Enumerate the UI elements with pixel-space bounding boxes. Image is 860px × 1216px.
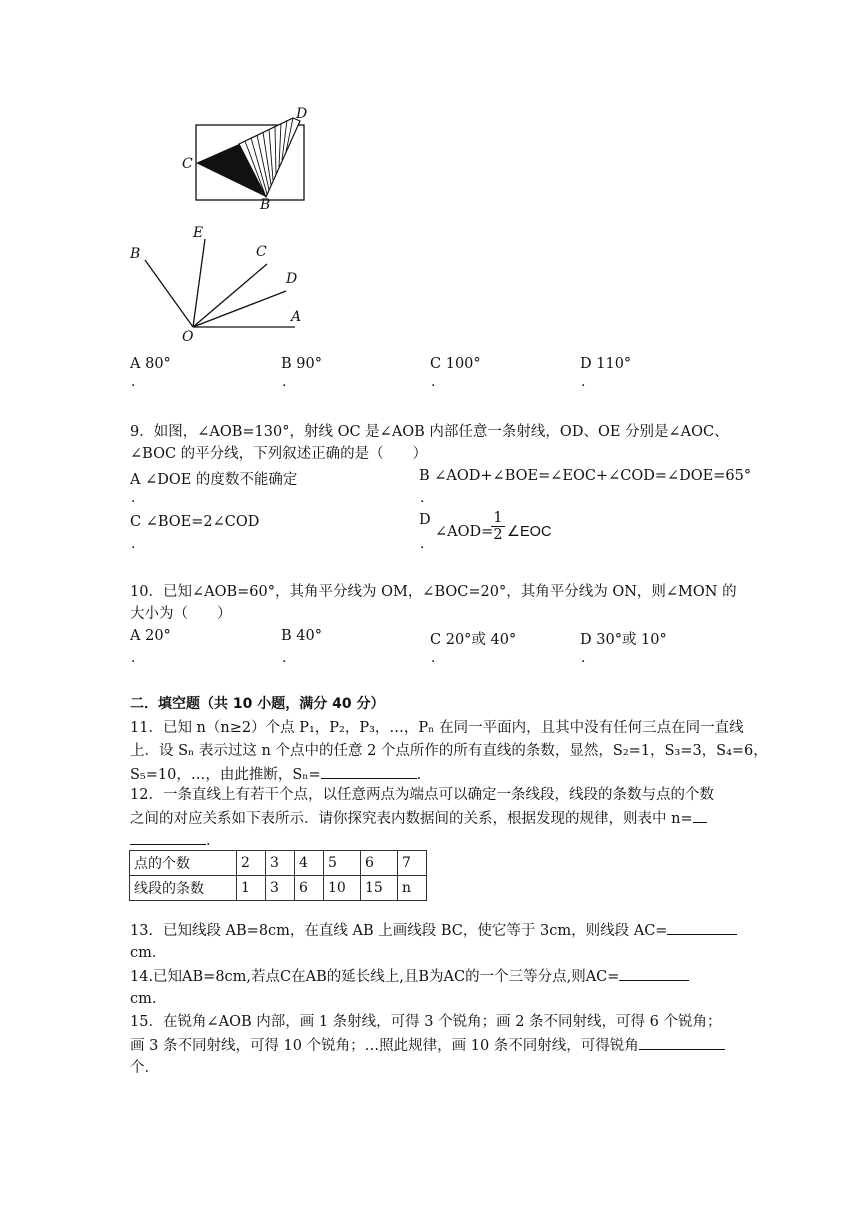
- q10-stem-line2: 大小为（ ）: [130, 606, 232, 622]
- list-dot: .: [581, 650, 586, 666]
- fraction: [491, 510, 505, 543]
- q11-line1: 11．已知 n（n≥2）个点 P₁，P₂，P₃，…，Pₙ 在同一平面内，且其中没有任何三点在同一直线: [130, 720, 744, 736]
- option-text: 110°: [596, 356, 632, 372]
- q8-option-a[interactable]: [130, 356, 171, 372]
- option-letter: D: [419, 512, 431, 528]
- answer-blank[interactable]: [619, 966, 689, 981]
- table-cell: 6: [361, 851, 398, 876]
- list-dot: .: [581, 374, 586, 390]
- list-dot: .: [420, 536, 425, 552]
- option-text: 20°: [145, 628, 171, 644]
- q12-line3: [130, 830, 221, 851]
- list-dot: .: [282, 374, 287, 390]
- q11-line3-suffix: ．: [416, 767, 432, 783]
- answer-blank[interactable]: [321, 764, 417, 779]
- q14-line2: cm.: [130, 991, 157, 1007]
- q13-line1: [130, 920, 737, 941]
- q10-stem-line1: 10．已知∠AOB=60°，其角平分线为 OM，∠BOC=20°，其角平分线为 ON，则∠MON 的: [130, 584, 737, 600]
- list-dot: .: [131, 536, 136, 552]
- figure2-label-a: A: [291, 309, 302, 325]
- figure2-label-d: D: [286, 271, 298, 287]
- q10-option-d[interactable]: [580, 628, 667, 649]
- list-dot: .: [431, 650, 436, 666]
- q12-line3-suffix: ．: [206, 833, 221, 849]
- q8-option-b[interactable]: [281, 356, 322, 372]
- fraction-denominator: 2: [493, 527, 503, 543]
- option-letter: C: [430, 632, 442, 648]
- q9-option-a[interactable]: A ∠DOE 的度数不能确定: [130, 472, 298, 488]
- q14-line1-text: 14.已知AB=8cm,若点C在AB的延长线上,且B为AC的一个三等分点,则AC=: [130, 969, 620, 985]
- q15-line1: 15．在锐角∠AOB 内部，画 1 条射线，可得 3 个锐角；画 2 条不同射线，可得 6 个锐角；: [130, 1014, 722, 1030]
- formula-left: ∠AOD=: [435, 524, 494, 540]
- list-dot: .: [282, 650, 287, 666]
- list-dot: .: [131, 650, 136, 666]
- figure1-label-c: C: [182, 156, 193, 172]
- option-text: 80°: [145, 356, 171, 372]
- q11-line2: 上．设 Sₙ 表示过这 n 个点中的任意 2 个点所作的所有直线的条数，显然，S₂=1，S₃=3，S₄=6，: [130, 743, 768, 759]
- list-dot: .: [131, 374, 136, 390]
- formula-right: ∠EOC: [507, 524, 552, 540]
- figure2-label-o: O: [182, 329, 194, 345]
- option-letter: A: [130, 356, 141, 372]
- table-cell: 点的个数: [130, 851, 237, 876]
- option-letter: B: [281, 628, 292, 644]
- figure1-label-d: D: [296, 106, 308, 122]
- q11-line3: [130, 764, 431, 785]
- table-cell: 6: [295, 876, 324, 901]
- answer-blank[interactable]: [130, 830, 206, 845]
- table-cell: 10: [324, 876, 361, 901]
- q8-option-d[interactable]: [580, 356, 631, 372]
- option-letter: D: [580, 632, 592, 648]
- q9-option-c[interactable]: C ∠BOE=2∠COD: [130, 514, 260, 530]
- figure2-label-c: C: [256, 244, 267, 260]
- q14-line1: [130, 966, 689, 987]
- q9-stem-line1: 9．如图，∠AOB=130°，射线 OC 是∠AOB 内部任意一条射线，OD、OE 分别是∠AOC、: [130, 424, 729, 440]
- q10-option-b[interactable]: [281, 628, 322, 644]
- option-letter: C: [430, 356, 442, 372]
- q13-line2: cm．: [130, 945, 167, 961]
- q10-option-a[interactable]: [130, 628, 171, 644]
- q12-line2-text: 之间的对应关系如下表所示．请你探究表内数据间的关系，根据发现的规律，则表中 n=: [130, 811, 693, 827]
- option-letter: D: [580, 356, 592, 372]
- table-cell: 1: [237, 876, 266, 901]
- figure-rectangle-triangles: [175, 105, 315, 215]
- table-row: [130, 876, 427, 901]
- table-cell: 7: [398, 851, 427, 876]
- answer-blank[interactable]: [693, 808, 707, 823]
- list-dot: .: [431, 374, 436, 390]
- q9-stem-line2: ∠BOC 的平分线，下列叙述正确的是（ ）: [130, 446, 428, 462]
- q9-option-b[interactable]: B ∠AOD+∠BOE=∠EOC+∠COD=∠DOE=65°: [419, 468, 752, 484]
- q15-line2: [130, 1035, 725, 1056]
- table-cell: 15: [361, 876, 398, 901]
- table-cell: 4: [295, 851, 324, 876]
- q10-option-c[interactable]: [430, 628, 516, 649]
- q15-line2-text: 画 3 条不同射线，可得 10 个锐角；…照此规律，画 10 条不同射线，可得锐角: [130, 1038, 639, 1054]
- points-segments-table: [129, 850, 427, 901]
- q12-line1: 12．一条直线上有若干个点，以任意两点为端点可以确定一条线段，线段的条数与点的个数: [130, 787, 714, 803]
- answer-blank[interactable]: [667, 920, 737, 935]
- option-text: 20°或 40°: [445, 632, 517, 648]
- q8-option-c[interactable]: [430, 356, 481, 372]
- table-cell: 5: [324, 851, 361, 876]
- table-row: [130, 851, 427, 876]
- q15-line3: 个．: [130, 1060, 159, 1076]
- option-text: 90°: [296, 356, 322, 372]
- table-cell: n: [398, 876, 427, 901]
- q12-line2: [130, 808, 707, 829]
- list-dot: .: [131, 490, 136, 506]
- fraction-numerator: 1: [491, 510, 505, 527]
- table-cell: 线段的条数: [130, 876, 237, 901]
- section-title: 二．填空题（共 10 小题，满分 40 分）: [130, 696, 385, 712]
- answer-blank[interactable]: [639, 1035, 725, 1050]
- figure2-label-e: E: [193, 225, 204, 241]
- q13-line1-text: 13．已知线段 AB=8cm，在直线 AB 上画线段 BC，使它等于 3cm，则线段 AC=: [130, 923, 668, 939]
- option-letter: A: [130, 628, 141, 644]
- table-cell: 2: [237, 851, 266, 876]
- figure1-label-b: B: [260, 197, 271, 213]
- option-text: 40°: [296, 628, 322, 644]
- option-text: 30°或 10°: [596, 632, 667, 648]
- figure2-label-b: B: [130, 246, 141, 262]
- option-letter: B: [281, 356, 292, 372]
- table-cell: 3: [266, 851, 295, 876]
- q11-line3-prefix: S₅=10，…，由此推断，Sₙ=: [130, 767, 321, 783]
- option-text: 100°: [445, 356, 481, 372]
- list-dot: .: [420, 490, 425, 506]
- table-cell: 3: [266, 876, 295, 901]
